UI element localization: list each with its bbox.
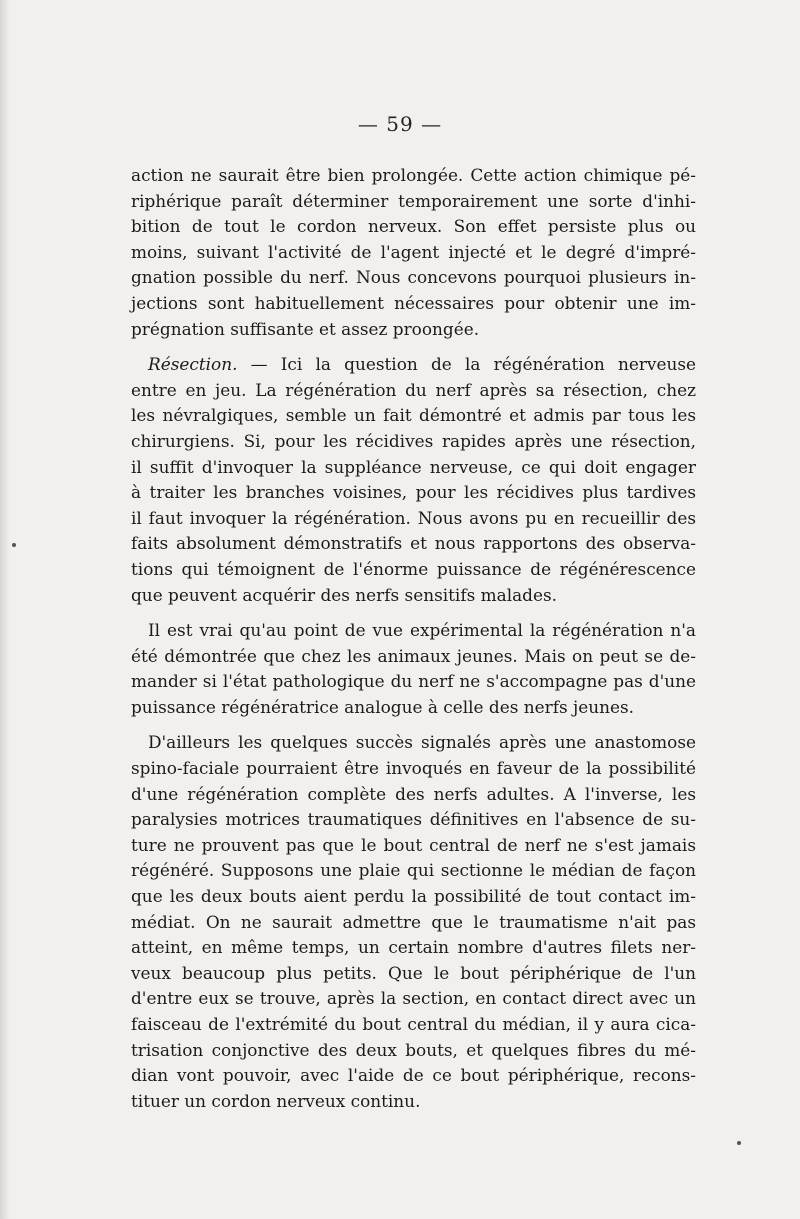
margin-speck [737, 1141, 741, 1145]
paragraph-3 [131, 618, 696, 720]
text-line: bition de tout le cordon nerveux. Son effet persiste plus ou [131, 216, 696, 237]
text-line: tions qui témoignent de l'énorme puissance de régénérescence [131, 558, 696, 579]
text-line: d'entre eux se trouve, après la section, en contact direct avec un [131, 988, 696, 1009]
text-line-rest: — Ici la question de la régénération nerveuse [237, 354, 696, 375]
text-line: dian vont pouvoir, avec l'aide de ce bout périphérique, recons- [131, 1065, 696, 1086]
text-line: Il est vrai qu'au point de vue expérimental la régénération n'a [148, 620, 696, 641]
text-line: que peuvent acquérir des nerfs sensitifs malades. [131, 584, 558, 605]
text-line: trisation conjonctive des deux bouts, et quelques fibres du mé- [131, 1039, 696, 1060]
text-line: riphérique paraît déterminer temporairement une sorte d'inhi- [131, 190, 696, 211]
text-line: moins, suivant l'activité de l'agent injecté et le degré d'impré- [131, 241, 696, 262]
text-line: les névralgiques, semble un fait démontré et admis par tous les [131, 405, 696, 426]
text-line: médiat. On ne saurait admettre que le traumatisme n'ait pas [131, 911, 696, 932]
paragraph-1 [131, 163, 696, 342]
text-line: régénéré. Supposons une plaie qui sectionne le médian de façon [131, 860, 696, 881]
text-line: jections sont habituellement nécessaires pour obtenir une im- [131, 292, 696, 313]
section-heading: Résection. [148, 354, 238, 375]
text-line: veux beaucoup plus petits. Que le bout périphérique de l'un [131, 962, 696, 983]
text-line: spino-faciale pourraient être invoqués en faveur de la possibilité [131, 758, 696, 779]
text-line: il suffit d'invoquer la suppléance nerveuse, ce qui doit engager [131, 456, 696, 477]
text-line [131, 352, 696, 378]
text-line: paralysies motrices traumatiques définitives en l'absence de su- [131, 809, 696, 830]
text-line: à traiter les branches voisines, pour les récidives plus tardives [131, 482, 696, 503]
body-text [131, 163, 696, 1114]
page-number: — 59 — [357, 112, 443, 136]
text-line: D'ailleurs les quelques succès signalés après une anastomose [148, 732, 696, 753]
text-line: faisceau de l'extrémité du bout central du médian, il y aura cica- [131, 1014, 696, 1034]
text-line: que les deux bouts aient perdu la possibilité de tout contact im- [131, 886, 696, 907]
text-line: d'une régénération complète des nerfs adultes. A l'inverse, les [131, 783, 696, 804]
text-line: puissance régénératrice analogue à celle des nerfs jeunes. [131, 696, 634, 717]
text-line: chirurgiens. Si, pour les récidives rapides après une résection, [131, 430, 696, 451]
text-line: entre en jeu. La régénération du nerf après sa résection, chez [131, 379, 696, 400]
text-line: gnation possible du nerf. Nous concevons pourquoi plusieurs in- [131, 267, 696, 288]
paragraph-2 [131, 352, 696, 608]
paragraph-4 [131, 730, 696, 1114]
text-line: faits absolument démonstratifs et nous rapportons des observa- [131, 533, 696, 554]
text-line: il faut invoquer la régénération. Nous avons pu en recueillir des [131, 507, 696, 528]
text-line: prégnation suffisante et assez proongée. [131, 318, 480, 339]
text-line: été démontrée que chez les animaux jeunes. Mais on peut se de- [131, 645, 696, 666]
text-line: ture ne prouvent pas que le bout central de nerf ne s'est jamais [131, 834, 696, 855]
margin-speck [12, 543, 16, 547]
text-line: tituer un cordon nerveux continu. [131, 1090, 421, 1111]
text-line: action ne saurait être bien prolongée. Cette action chimique pé- [131, 165, 696, 185]
text-line: atteint, en même temps, un certain nombre d'autres filets ner- [131, 937, 696, 958]
text-line: mander si l'état pathologique du nerf ne s'accompagne pas d'une [131, 671, 696, 692]
